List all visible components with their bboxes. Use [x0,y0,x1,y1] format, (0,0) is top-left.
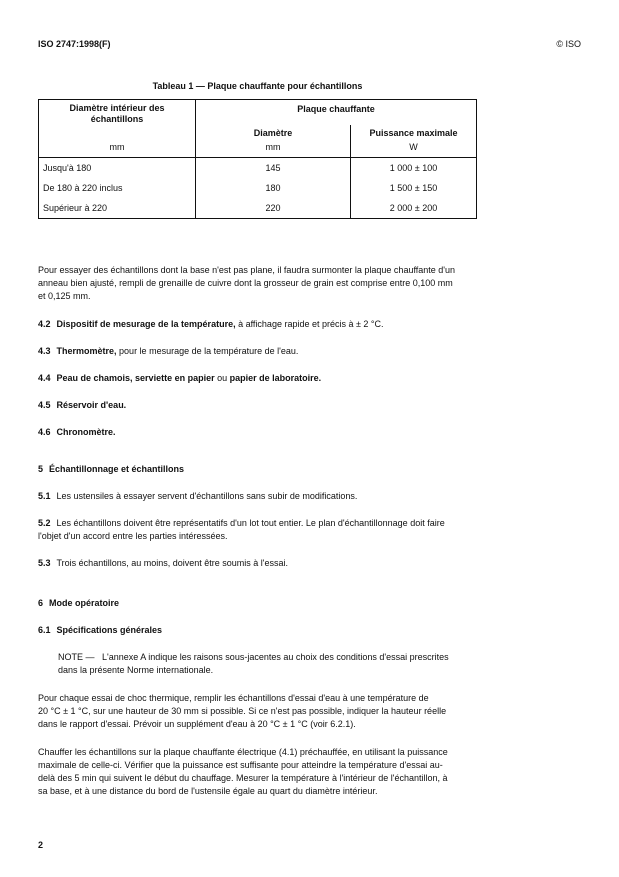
paragraph-heating: Chauffer les échantillons sur la plaque chauffante électrique (4.1) préchauffée, en utilisant la puissance maximale de celle-ci. Vérifier que la puissance est suffisante pour atteindre la température d'essai au- delà des 5 min qui suivent le début du chauffage. Mesurer la température à l'intérieur de l'échantillon, à sa base, et à une distance du bord de l'ustensile égale au quart du diamètre intérieur. [38,747,448,796]
clause-4-6: 4.6 Chronomètre. [38,427,116,437]
table-row [39,198,477,219]
cell: 145 [196,158,351,179]
table-row [39,178,477,198]
section-5-heading: 5 Échantillonnage et échantillons [38,464,185,474]
clause-5-3: 5.3 Trois échantillons, au moins, doivent être soumis à l'essai. [38,558,289,568]
cell: 1 000 ± 100 [351,158,477,179]
clause-4-3: 4.3 Thermomètre, pour le mesurage de la température de l'eau. [38,346,299,356]
copyright: © ISO [556,39,581,49]
cell: 220 [196,198,351,219]
unit-cell: mm [196,141,351,158]
table-title: Tableau 1 — Plaque chauffante pour échantillons [152,81,363,91]
col-header-power: Puissance maximale [351,125,477,141]
page-number: 2 [38,840,44,850]
clause-4-4: 4.4 Peau de chamois, serviette en papier ou papier de laboratoire. [38,373,322,383]
cell: Jusqu'à 180 [39,158,196,179]
group-header-plate: Plaque chauffante [196,100,477,126]
paragraph-water-fill: Pour chaque essai de choc thermique, remplir les échantillons d'essai d'eau à une température de 20 °C ± 1 °C, sur une hauteur de 30 mm si possible. Si ce n'est pas possible, indiquer la hauteur réelle dans le rapport d'essai. Prévoir un supplément d'eau à 20 °C ± 1 °C (voir 6.2.1). [38,693,447,729]
clause-5-1: 5.1 Les ustensiles à essayer servent d'échantillons sans subir de modifications. [38,491,358,501]
table-row [39,158,477,179]
paragraph-copper-ring: Pour essayer des échantillons dont la base n'est pas plane, il faudra surmonter la plaque chauffante d'un anneau bien ajusté, rempli de grenaille de cuivre dont la grosseur de grain est comprise entre 0,100 mm et 0,125 mm. [38,265,456,301]
cell: 2 000 ± 200 [351,198,477,219]
cell: Supérieur à 220 [43,202,108,213]
section-6-1-heading: 6.1 Spécifications générales [38,625,163,635]
clause-4-2: 4.2 Dispositif de mesurage de la température, à affichage rapide et précis à ± 2 °C. [38,319,384,329]
cell: De 180 à 220 inclus [43,182,123,193]
cell: 1 500 ± 150 [351,178,477,198]
clause-5-2: 5.2 Les échantillons doivent être représentatifs d'un lot tout entier. Le plan d'échantillonnage doit faire l'objet d'un accord entre les parties intéressées. [38,518,445,541]
col-header-inner-diameter: Diamètre intérieur des échantillons [69,103,165,124]
note: NOTE — L'annexe A indique les raisons sous-jacentes au choix des conditions d'essai prescrites dans la présente Norme internationale. [58,652,449,675]
unit-cell: W [351,141,477,158]
clause-4-5: 4.5 Réservoir d'eau. [38,400,127,410]
unit-cell: mm [109,142,125,152]
heating-plate-table [38,99,477,219]
cell: 180 [196,178,351,198]
document-id: ISO 2747:1998(F) [38,39,111,49]
section-6-heading: 6 Mode opératoire [38,598,120,608]
col-header-diameter: Diamètre [196,125,351,141]
